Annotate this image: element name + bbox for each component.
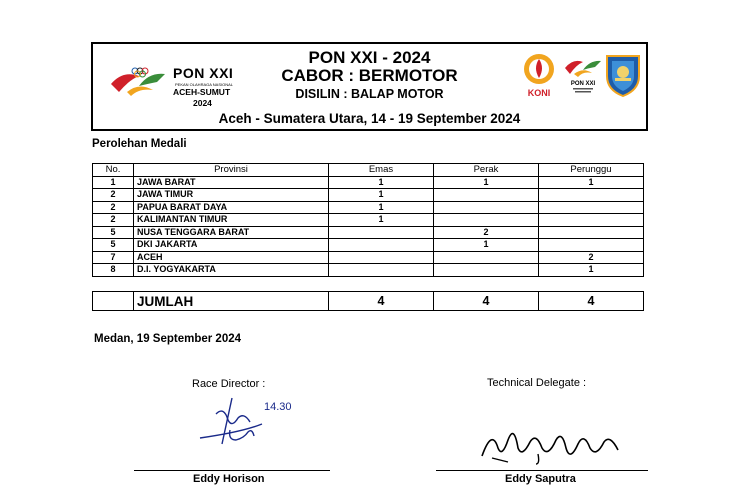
medal-table — [92, 163, 644, 277]
table-row — [93, 226, 644, 239]
table-row — [93, 214, 644, 227]
cell-provinsi: ACEH — [134, 251, 329, 264]
cell-perak: 1 — [434, 239, 539, 252]
header-perunggu: Perunggu — [539, 164, 644, 177]
section-label: Perolehan Medali — [92, 138, 187, 150]
cell-emas: 1 — [329, 214, 434, 227]
small-pon-logo-icon — [563, 52, 603, 98]
cell-provinsi: JAWA TIMUR — [134, 189, 329, 202]
cell-provinsi: PAPUA BARAT DAYA — [134, 201, 329, 214]
technical-delegate-line — [436, 470, 648, 471]
table-row — [93, 264, 644, 277]
cell-provinsi: D.I. YOGYAKARTA — [134, 264, 329, 277]
cell-no: 1 — [93, 176, 134, 189]
total-row — [93, 292, 644, 311]
cell-emas: 1 — [329, 176, 434, 189]
cell-perak — [434, 264, 539, 277]
title-line-4: Aceh - Sumatera Utara, 14 - 19 September 2024 — [218, 111, 521, 126]
cell-no: 8 — [93, 264, 134, 277]
total-emas: 4 — [329, 292, 434, 311]
title-line-3: DISILIN : BALAP MOTOR — [295, 87, 444, 101]
cell-perak: 1 — [434, 176, 539, 189]
logo-city: ACEH-SUMUT — [173, 87, 231, 97]
cell-perak — [434, 214, 539, 227]
total-blank-cell — [93, 292, 134, 311]
cell-no: 5 — [93, 226, 134, 239]
cell-perunggu: 1 — [539, 176, 644, 189]
cell-emas — [329, 251, 434, 264]
cell-provinsi: JAWA BARAT — [134, 176, 329, 189]
cell-no: 2 — [93, 214, 134, 227]
logo-subtitle: PEKAN OLAHRAGA NASIONAL — [175, 82, 234, 87]
cell-emas — [329, 226, 434, 239]
cell-perunggu — [539, 201, 644, 214]
cell-no: 7 — [93, 251, 134, 264]
cell-provinsi: NUSA TENGGARA BARAT — [134, 226, 329, 239]
logo-year: 2024 — [193, 98, 212, 108]
cell-perak — [434, 251, 539, 264]
federation-shield-icon — [603, 52, 643, 98]
cell-provinsi: KALIMANTAN TIMUR — [134, 214, 329, 227]
cell-provinsi: DKI JAKARTA — [134, 239, 329, 252]
koni-logo-icon — [517, 52, 561, 98]
cell-perunggu: 2 — [539, 251, 644, 264]
time-annotation: 14.30 — [264, 401, 292, 413]
race-director-line — [134, 470, 330, 471]
total-perunggu: 4 — [539, 292, 644, 311]
technical-delegate-title: Technical Delegate : — [487, 377, 587, 389]
header-perak: Perak — [434, 164, 539, 177]
technical-delegate-signature-icon — [478, 418, 628, 466]
cell-perunggu — [539, 239, 644, 252]
cell-emas: 1 — [329, 189, 434, 202]
header-no: No. — [93, 164, 134, 177]
cell-perunggu: 1 — [539, 264, 644, 277]
cell-no: 2 — [93, 189, 134, 202]
table-row — [93, 176, 644, 189]
total-label: JUMLAH — [134, 292, 329, 311]
right-logos — [517, 52, 645, 102]
table-row — [93, 201, 644, 214]
small-logo-title: PON XXI — [570, 81, 596, 87]
table-row — [93, 239, 644, 252]
cell-perak — [434, 189, 539, 202]
cell-emas — [329, 239, 434, 252]
cell-emas — [329, 264, 434, 277]
cell-no: 5 — [93, 239, 134, 252]
cell-perak — [434, 201, 539, 214]
cell-perunggu — [539, 214, 644, 227]
table-row — [93, 251, 644, 264]
title-line-2: CABOR : BERMOTOR — [281, 66, 458, 85]
technical-delegate-name: Eddy Saputra — [505, 473, 576, 485]
race-director-signature-icon — [192, 394, 312, 454]
race-director-name: Eddy Horison — [193, 473, 265, 485]
table-header-row — [93, 164, 644, 177]
cell-no: 2 — [93, 201, 134, 214]
race-director-title: Race Director : — [192, 378, 266, 390]
total-table — [92, 291, 644, 311]
total-perak: 4 — [434, 292, 539, 311]
koni-label: KONI — [527, 88, 551, 98]
date-line: Medan, 19 September 2024 — [94, 333, 242, 345]
document-header — [91, 42, 648, 131]
header-provinsi: Provinsi — [134, 164, 329, 177]
table-row — [93, 189, 644, 202]
cell-perunggu — [539, 189, 644, 202]
title-line-1: PON XXI - 2024 — [308, 48, 431, 67]
cell-emas: 1 — [329, 201, 434, 214]
logo-title: PON XXI — [173, 65, 234, 81]
cell-perunggu — [539, 226, 644, 239]
header-emas: Emas — [329, 164, 434, 177]
cell-perak: 2 — [434, 226, 539, 239]
